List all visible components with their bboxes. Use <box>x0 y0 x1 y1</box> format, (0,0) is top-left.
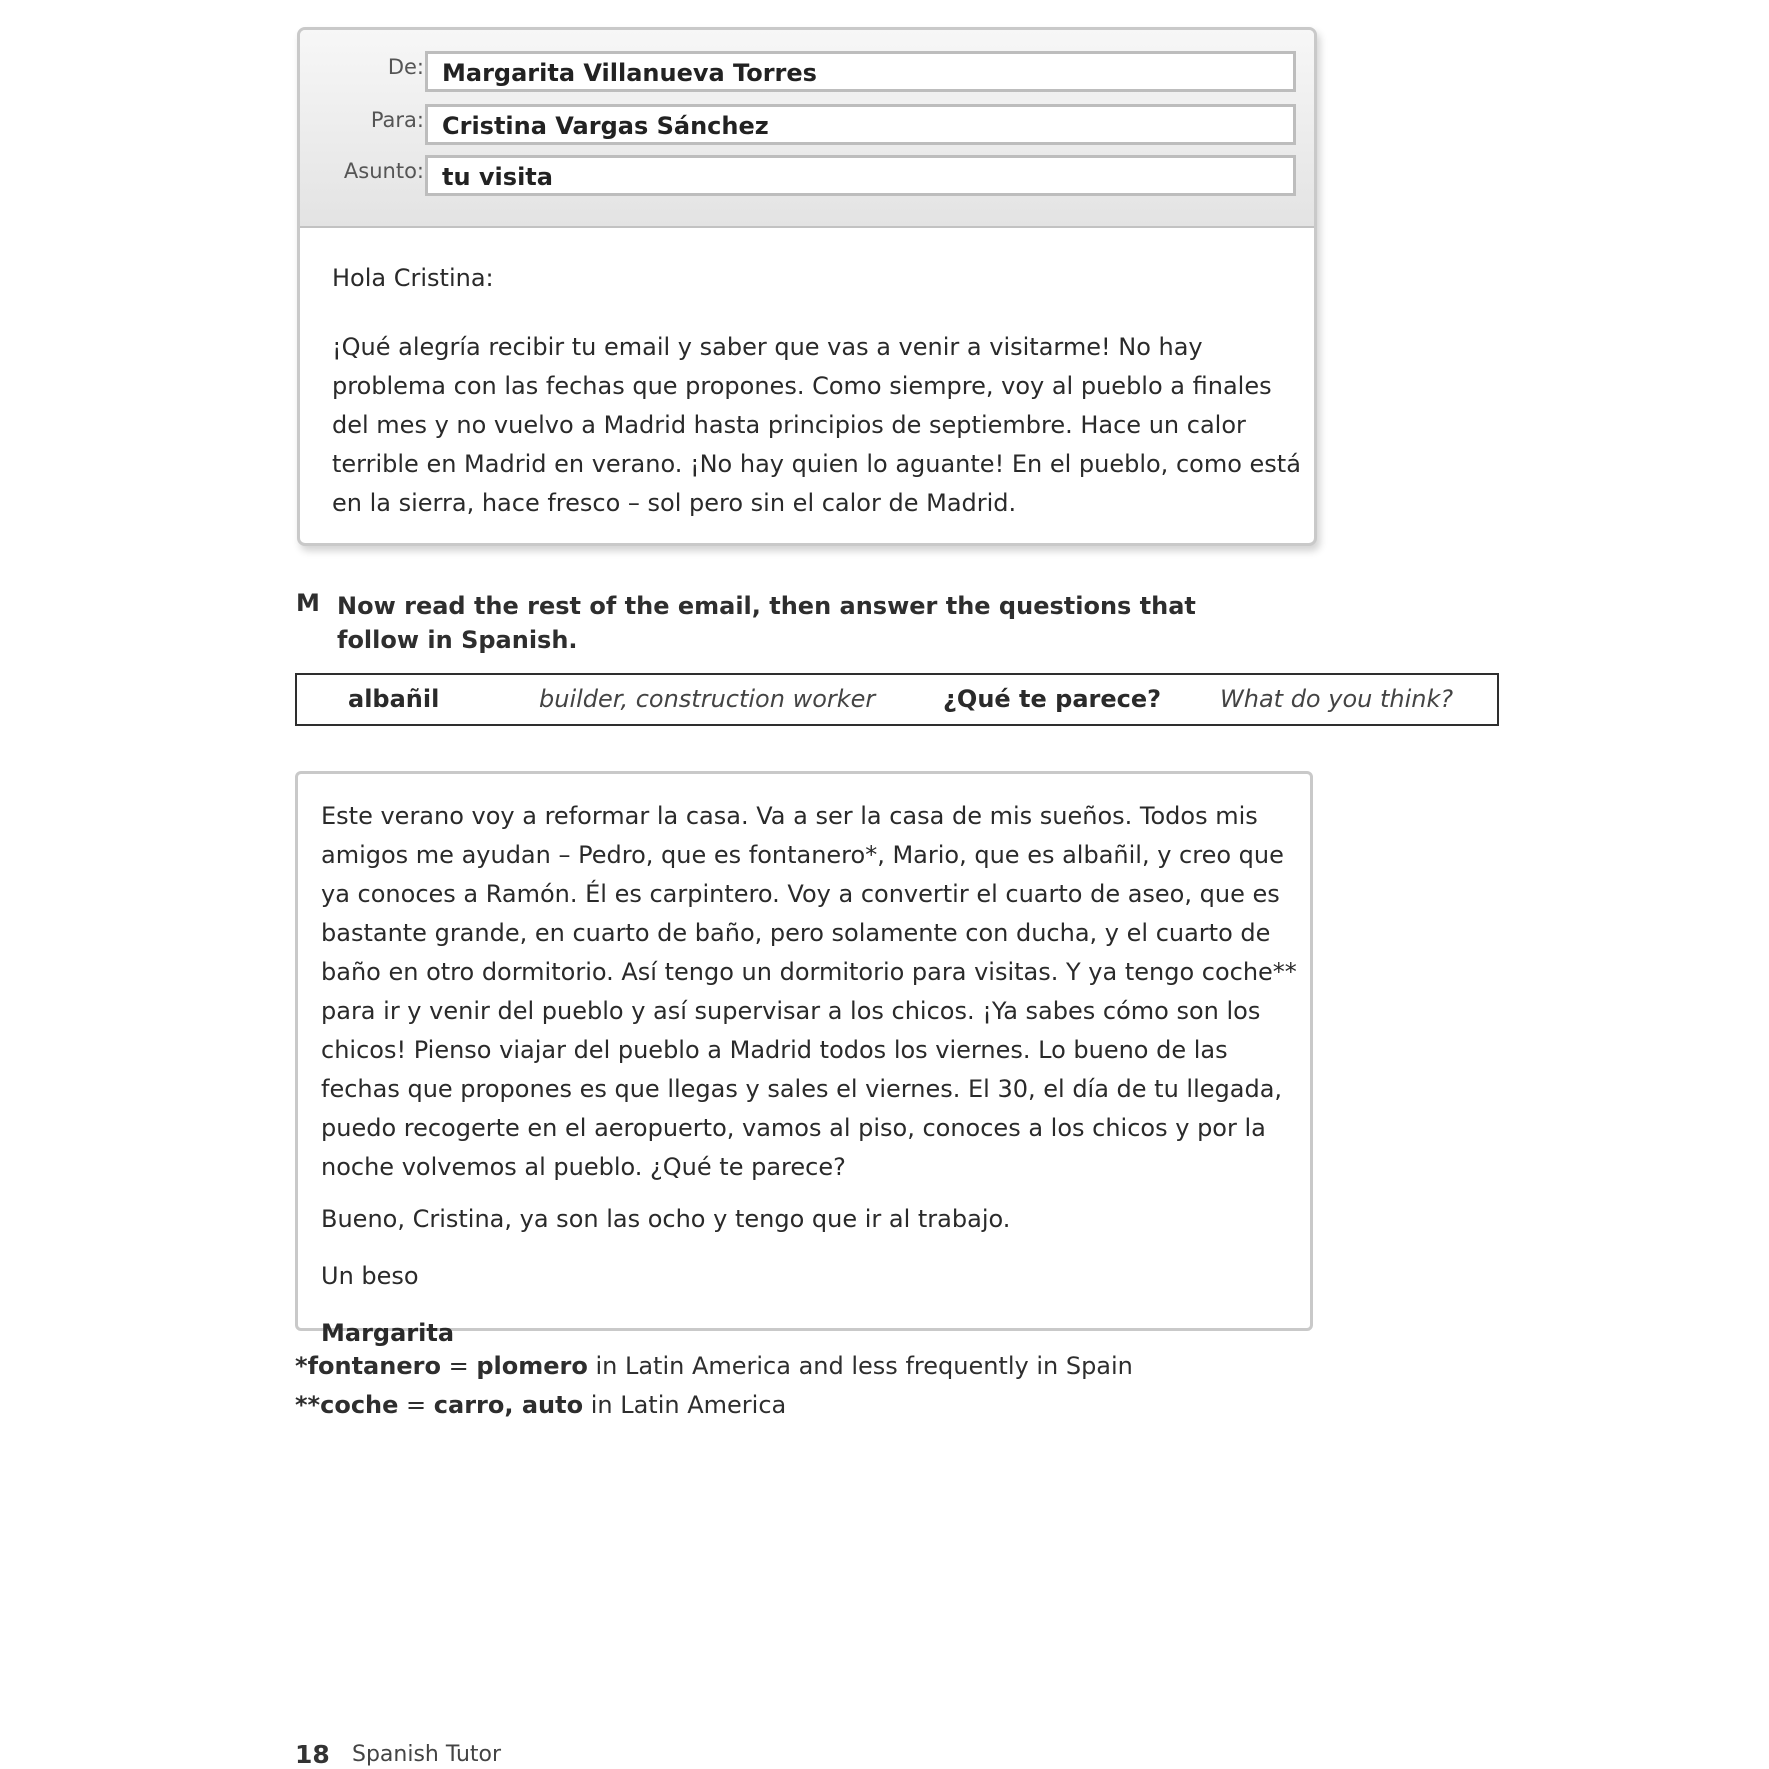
footnote-term: coche <box>320 1391 399 1419</box>
from-field: Margarita Villanueva Torres <box>425 51 1296 92</box>
email-header <box>300 30 1314 228</box>
subject-field: tu visita <box>425 155 1296 196</box>
footnote-coche <box>295 1391 786 1419</box>
email-window-second <box>295 771 1313 1347</box>
to-row <box>300 104 1314 144</box>
vocab-word: ¿Qué te parece? <box>943 685 1162 713</box>
email-paragraph-first: ¡Qué alegría recibir tu email y saber que vas a venir a visitarme! No hay problema con las fechas que propones. Como siempre, voy al pueblo a finales del mes y no vuelvo a Madrid hasta principios de septiembre. Hace un calor terrible en Madrid en verano. ¡No hay quien lo aguante! En el pueblo, como está en la sierra, hace fresco – sol pero sin el calor de Madrid. <box>332 333 1301 517</box>
subject-label: Asunto: <box>343 159 424 183</box>
footnote-alt: plomero <box>476 1352 588 1380</box>
greeting: Hola Cristina: <box>332 264 494 292</box>
footnote-fontanero <box>295 1352 1133 1380</box>
vocab-translation: builder, construction worker <box>539 685 876 713</box>
footnote-marker: ** <box>295 1391 321 1419</box>
vocab-translation: What do you think? <box>1220 685 1454 713</box>
to-field: Cristina Vargas Sánchez <box>425 104 1296 145</box>
exercise-instruction: Now read the rest of the email, then answer the questions that follow in Spanish. <box>337 592 1196 654</box>
signature: Margarita <box>321 1319 455 1347</box>
closing-line: Bueno, Cristina, ya son las ocho y tengo que ir al trabajo. <box>321 1205 1011 1233</box>
footnote-marker: * <box>295 1352 308 1380</box>
email-body-second <box>321 797 1306 1353</box>
page-number: 18 <box>295 1740 330 1769</box>
footnote-term: fontanero <box>307 1352 441 1380</box>
vocab-word: albañil <box>348 685 440 713</box>
book-title: Spanish Tutor <box>352 1742 502 1767</box>
email-body-first <box>332 259 1307 523</box>
footnote-alt: carro, auto <box>433 1391 584 1419</box>
footnote-equals: = <box>440 1352 477 1380</box>
exercise-letter: M <box>296 589 320 617</box>
footnote-rest: in Latin America <box>583 1391 787 1419</box>
email-window-first <box>297 27 1317 546</box>
subject-row <box>300 155 1314 195</box>
to-label: Para: <box>370 108 424 132</box>
from-label: De: <box>387 55 424 79</box>
footnote-rest: in Latin America and less frequently in Spain <box>587 1352 1133 1380</box>
sign-off: Un beso <box>321 1262 419 1290</box>
from-row <box>300 51 1314 91</box>
email-paragraph-second: Este verano voy a reformar la casa. Va a ser la casa de mis sueños. Todos mis amigos me ayudan – Pedro, que es fontanero*, Mario, que es albañil, y creo que ya conoces a Ramón. Él es carpintero. Voy a convertir el cuarto de aseo, que es bastante grande, en cuarto de baño, pero solamente con ducha, y el cuarto de baño en otro dormitorio. Así tengo un dormitorio para visitas. Y ya tengo coche** para ir y venir del pueblo y así supervisar a los chicos. ¡Ya sabes cómo son los chicos! Pienso viajar del pueblo a Madrid todos los viernes. Lo bueno de las fechas que propones es que llegas y sales el viernes. El 30, el día de tu llegada, puedo recogerte en el aeropuerto, vamos al piso, conoces a los chicos y por la noche volvemos al pueblo. ¿Qué te parece? <box>321 802 1297 1181</box>
footnote-equals: = <box>398 1391 434 1419</box>
vocabulary-box <box>295 673 1499 726</box>
